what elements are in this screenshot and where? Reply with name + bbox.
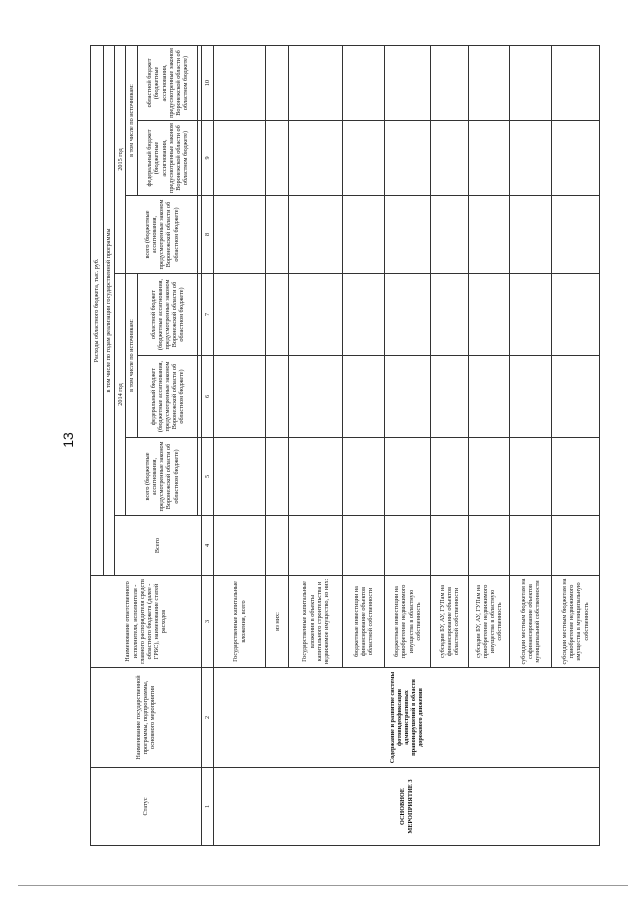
row-label: субсидии местным бюджетам на приобретение недвижимого имущества в муниципальную собственность [551, 576, 599, 668]
header-regional-2015: областной бюджет (бюджетные ассигнования, предусмотренные законом Воронежской области об областном бюджете) [137, 45, 197, 120]
header-sources-2014: в том числе по источникам: [126, 274, 137, 438]
header-expenses-title: Расходы областного бюджета, тыс. руб. [91, 45, 104, 575]
row-label: бюджетные инвестиции на финансирование объектов областной собственности [343, 576, 385, 668]
col-number: 6 [201, 356, 214, 438]
row-label: бюджетные инвестиции на приобретение недвижимого имущества в областную собственность [385, 576, 431, 668]
header-federal-2015: федеральный бюджет (бюджетные ассигнования, предусмотренные законом Воронежской области об областном бюджете) [137, 121, 197, 196]
col-number: 1 [201, 768, 214, 846]
header-year-2015: 2015 год [114, 45, 125, 273]
budget-table [90, 45, 600, 846]
header-program-name: Наименование государственной программы, подпрограммы, основного мероприятия [91, 668, 202, 768]
header-by-years: в том числе по годам реализации государственной программы [103, 45, 114, 575]
row-label: Государственные капитальные вложения в объекты капитального строительства и недвижимое имущество, из них: [289, 576, 343, 668]
row-label: Государственные капитальные вложения, всего [214, 576, 266, 668]
col-number: 5 [201, 438, 214, 516]
table-row [214, 45, 266, 845]
header-federal-2014: федеральный бюджет (бюджетные ассигнования, предусмотренные законом Воронежской области об областном бюджете) [137, 356, 197, 438]
col-number: 2 [201, 668, 214, 768]
page-bottom-rule [18, 885, 628, 886]
rotated-page-content [90, 46, 600, 846]
row-name: Содержание и развитие системы фотовидеофиксации административных правонарушений в области дорожного движения [214, 668, 600, 768]
page-number: 13 [60, 432, 76, 448]
col-number: 9 [201, 121, 214, 196]
row-label: субсидии местным бюджетам на софинансирование объектов муниципальной собственности [510, 576, 552, 668]
header-status: Статус [91, 768, 202, 846]
col-number: 4 [201, 516, 214, 576]
col-number: 10 [201, 45, 214, 120]
row-status: ОСНОВНОЕ МЕРОПРИЯТИЕ 3 [214, 768, 600, 846]
row-label: субсидии БУ, АУ, ГУПам на приобретение недвижимого имущества в областную собственность [468, 576, 510, 668]
col-number: 7 [201, 274, 214, 356]
row-label: субсидии БУ, АУ, ГУПам на финансирование объектов областной собственности [430, 576, 468, 668]
col-number: 8 [201, 196, 214, 274]
col-number: 3 [201, 576, 214, 668]
row-label: из них: [266, 576, 289, 668]
header-sources-2015: в том числе по источникам: [126, 45, 137, 195]
header-regional-2014: областной бюджет (бюджетные ассигнования, предусмотренные законом Воронежской области об областном бюджете) [137, 274, 197, 356]
header-year-2014: 2014 год [114, 274, 125, 516]
header-all-col-2015: всего (бюджетные ассигнования, предусмотренные законом Воронежской области об областном бюджете) [126, 196, 198, 274]
header-executor: Наименование ответственного исполнителя, исполнителя - главного распорядителя средств областного бюджета (далее - ГРБС), наименование статей расходов [91, 576, 202, 668]
header-all-col-2014: всего (бюджетные ассигнования, предусмотренные законом Воронежской области об областном бюджете) [126, 438, 198, 516]
header-total: Всего [114, 516, 201, 576]
